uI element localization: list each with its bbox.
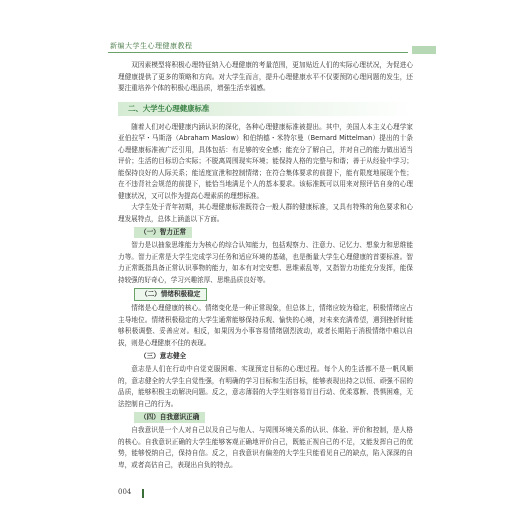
subsection-text-2: 情绪是心理健康的核心。情绪变化是一种正常现象，但总体上，情绪应较为稳定，积极情绪应占主导地位。情绪积极稳定的大学生通常能够保持乐观、愉快的心境，对未来充满希望，遇到挫折时能够积极调整、妥善应对。相反，如果因为小事容易情绪剧烈波动，或者长期陷于消极情绪中难以自拔，则是心理健康不佳的表现。 bbox=[118, 304, 413, 347]
subsection-text-1: 智力是以抽象思维能力为核心的综合认知能力，包括观察力、注意力、记忆力、想象力和思维能力等。智力正常是大学生完成学习任务和适应环境的基础，也是衡量大学生心理健康的首要标准。智力正常既指具备正常认识事物的能力，如本有对完安想、思维素乱等，又指智力功能充分发挥，能保持较强的好奇心，学习兴趣浓厚、思维品质良好等。 bbox=[118, 241, 413, 284]
header-rule bbox=[108, 52, 408, 53]
page-number: 004 bbox=[118, 488, 132, 496]
top-margin bbox=[0, 0, 520, 38]
section-paragraph-2: 大学生处于青年初期，其心理健康标准既符合一般人群的健康标准，又具有特殊的角色要求和心理发展特点，总体上涵盖以下方面。 bbox=[118, 203, 413, 223]
subsection-title-1: （一）智力正常 bbox=[134, 227, 192, 238]
subsection-text-4: 自我意识是一个人对自己以及自己与他人、与周围环境关系的认识、体验、评价和控制，是人格的核心。自我意识正确的大学生能够客观正确地评价自己，既能正视自己的不足，又能发挥自己的优势，能够悦纳自己，保持自信。反之，自我意识有偏差的大学生只能看见自己的缺点，陷入深深的自卑，或者高估自己，表现出自负的特点。 bbox=[118, 426, 413, 469]
running-header-title: 新编大学生心理健康教程 bbox=[110, 42, 193, 50]
page-number-bar bbox=[142, 489, 144, 498]
header-accent-block bbox=[412, 46, 436, 54]
intro-paragraph: 双因素模型将积极心理特征纳入心理健康的考量范围，更加贴近人们的实际心理状况，为促进心理健康提供了更多的策略和方向。对大学生而言，提升心理健康水平不仅要预防心理问题的发生，还要注重培养个体的积极心理品质，增强生活幸福感。 bbox=[118, 61, 413, 92]
subsection-title-2: （二）情绪积极稳定 bbox=[134, 288, 207, 301]
section-paragraph-1: 随着人们对心理健康内涵认识的深化，各种心理健康标准被提出。其中，美国人本主义心理学家亚伯拉罕・马斯洛（Abraham Maslow）和伯纳德・米特尔曼（Bernard Mittelman）提出的十条心理健康标准被广泛引用，具体包括：有足够的安全感；能充分了解自己，并对自己的能力做出适当评价；生活的目标切合实际；不脱离周围现实环境；能保持人格的完整与和谐；善于从经验中学习；能保持良好的人际关系；能适度宣泄和控制情绪；在符合集体要求的前提下，能有限度地展现个性；在不违背社会规范的前提下，能恰当地满足个人的基本要求。该标准既可以用来对照评估自身的心理健康状况，又可以作为提高心理素质的理想标准。 bbox=[118, 122, 413, 200]
section-title: 二、大学生心理健康标准 bbox=[118, 102, 413, 116]
page-body bbox=[118, 60, 413, 471]
subsection-title-4: （四）自我意识正确 bbox=[134, 412, 205, 423]
subsection-title-3: （三）意志健全 bbox=[140, 352, 187, 360]
subsection-text-3: 意志是人们在行动中自觉克服困难、实现预定目标的心理过程。每个人的生活都不是一帆风顺的，意志健全的大学生自觉性强，有明确的学习目标和生活目标，能够表现出持之以恒、顽强不屈的品质，能够积极主动解决问题。反之，意志薄弱的大学生则容易盲目行动、优柔寡断、畏惧困难，无法控制自己的行为。 bbox=[118, 365, 413, 408]
